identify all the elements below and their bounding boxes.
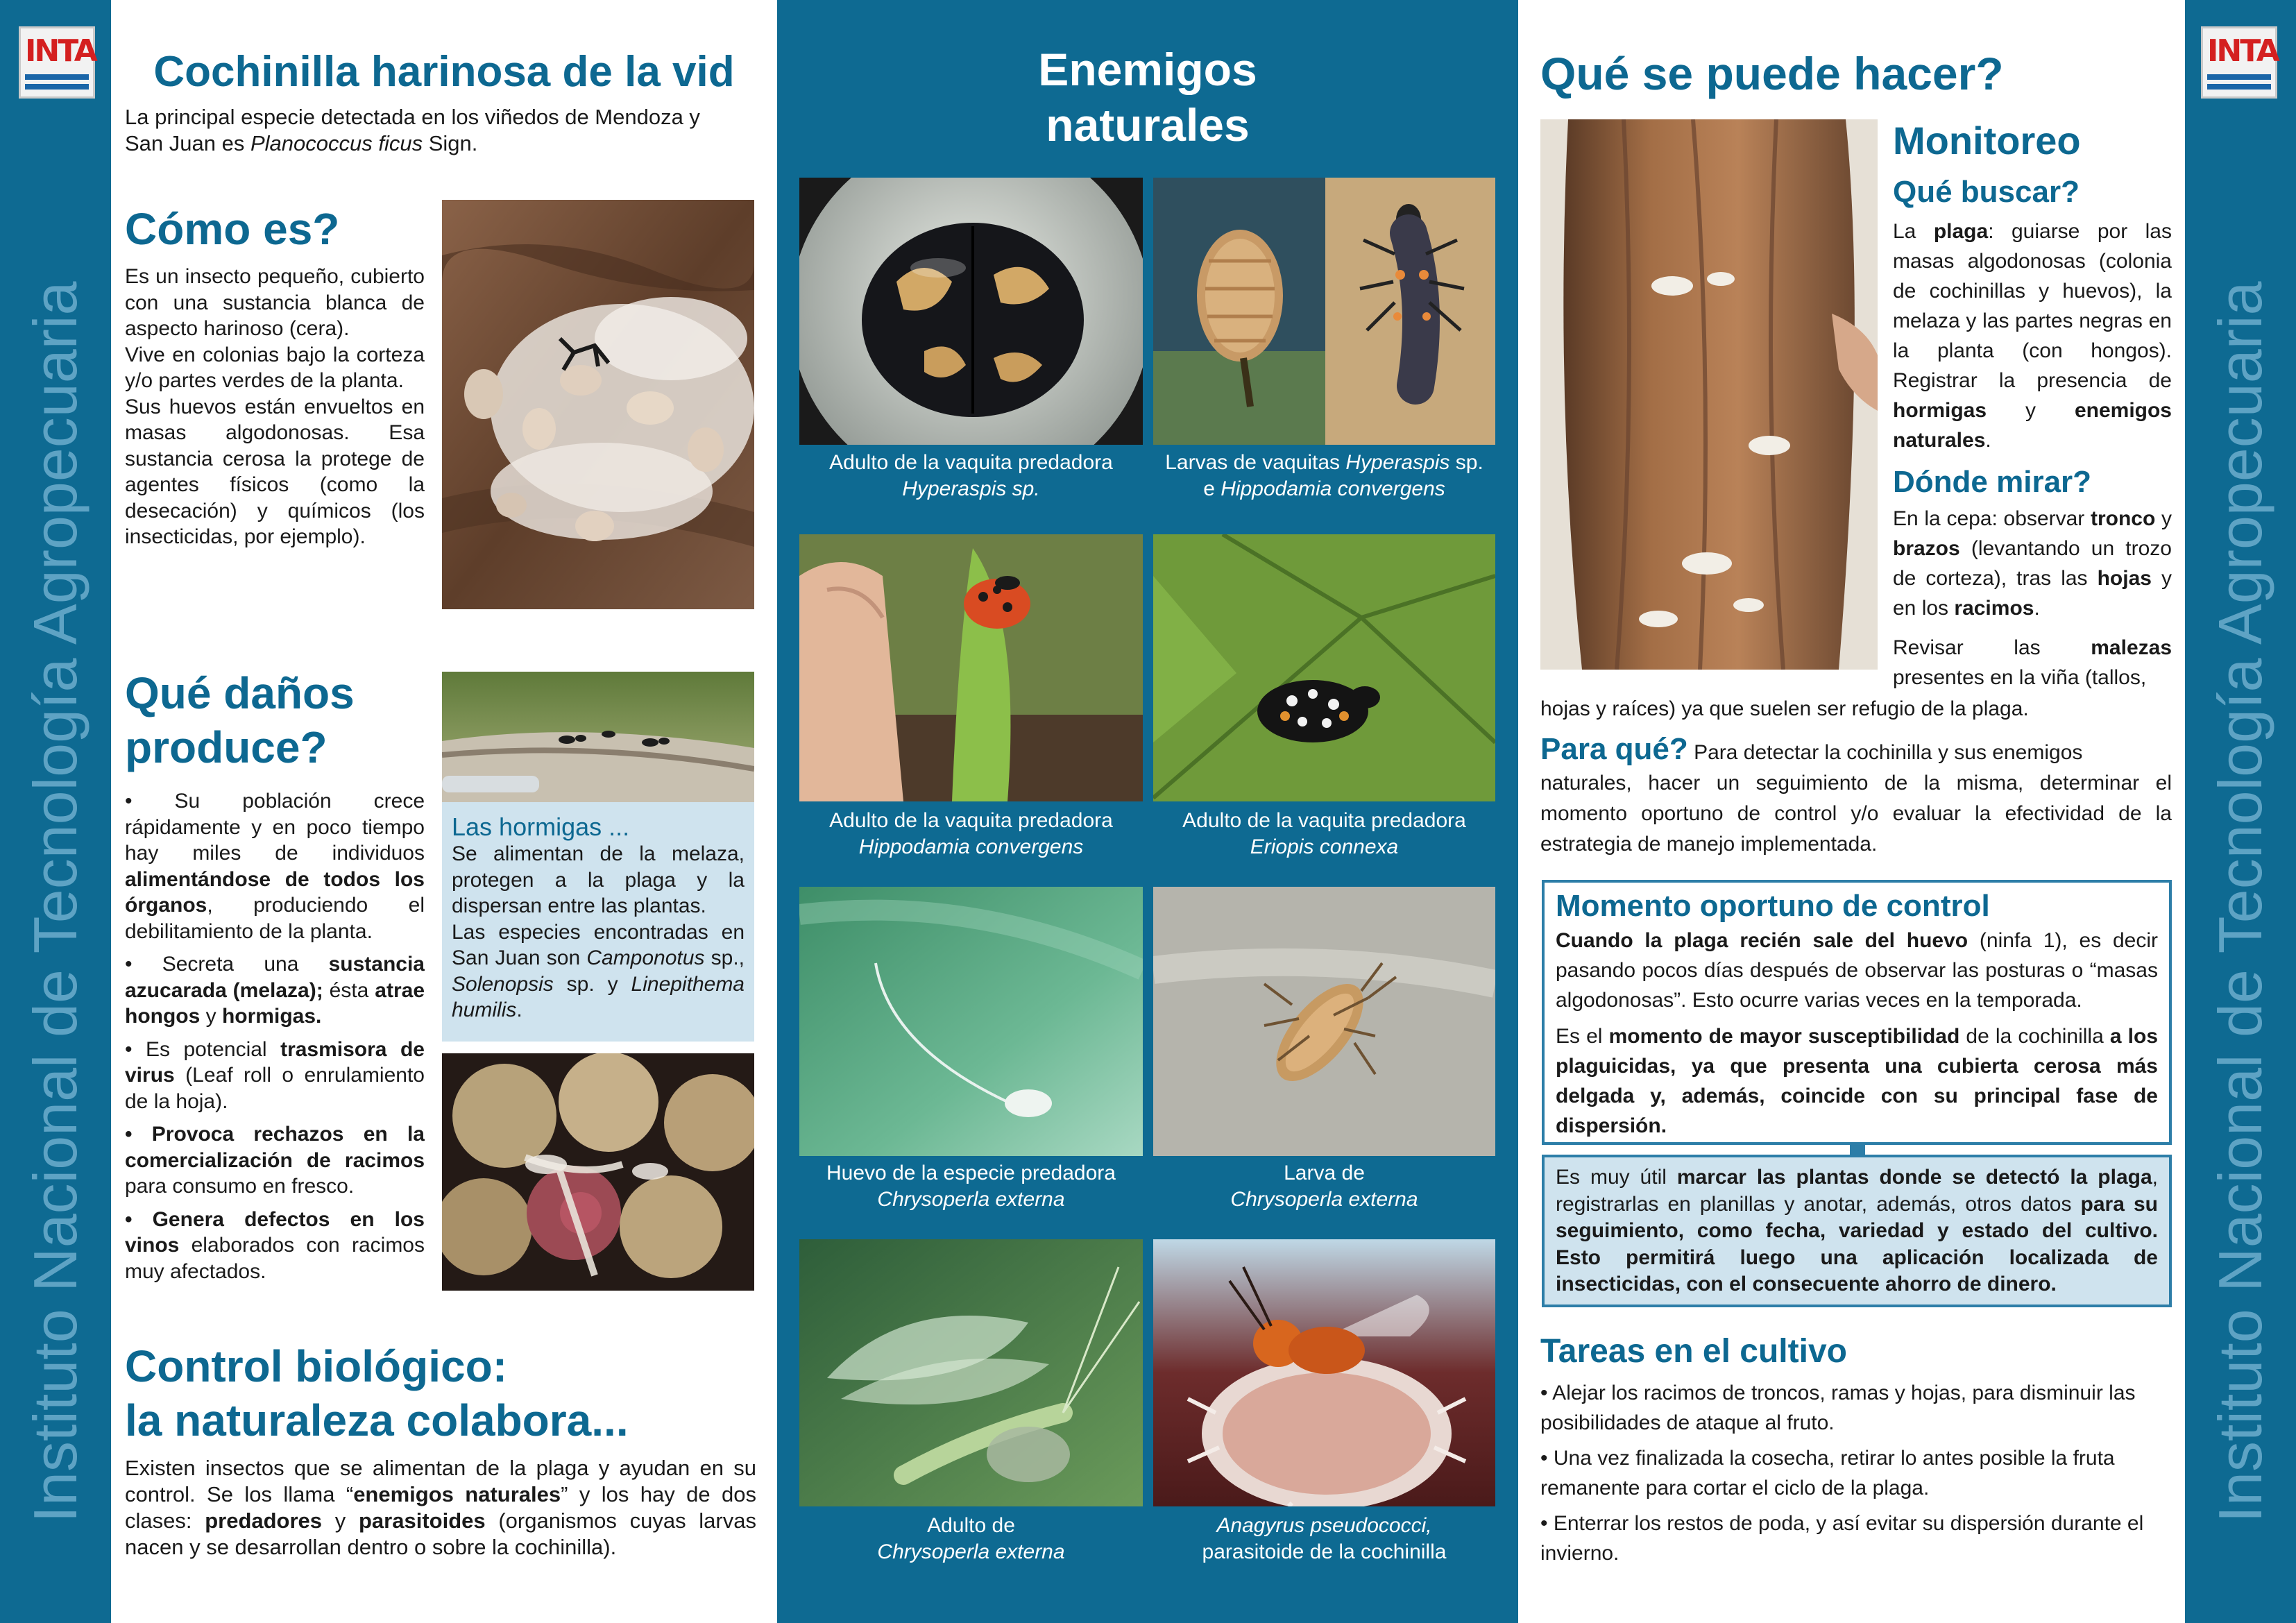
box-connector	[1850, 1145, 1865, 1155]
control-text-1: Existen insectos que se alimentan de la plaga y ayudan en su control. Se los llama “	[125, 1456, 756, 1506]
infested-grapes-image	[442, 1053, 754, 1291]
caption-sp: sp.	[1449, 451, 1483, 474]
intro-text	[125, 104, 763, 157]
marcar-bold-2: para su seguimiento, como fecha, variedad y estado del cultivo. Esto permitirá luego una aplicación localizada de insecticidas, con el consecuente ahorro de dinero.	[1556, 1192, 2158, 1295]
caption-species-2: Hippodamia convergens	[1221, 477, 1445, 500]
photo-hyperaspis-larva	[1153, 178, 1325, 445]
danos-item-2-mid: ésta	[323, 978, 375, 1002]
intro-line-2: San Juan es	[125, 131, 250, 155]
dm-bold-racimos: racimos	[1954, 597, 2034, 620]
species-linepithema: Linepithema humilis	[452, 972, 745, 1021]
dm-text-1: En la cepa: observar	[1893, 507, 2091, 530]
que-hacer-heading: Qué se puede hacer?	[1540, 48, 2004, 99]
caption-e: e	[1203, 477, 1221, 500]
dm-bold-hojas: hojas	[2097, 567, 2152, 590]
caption-species: Chrysoperla externa	[877, 1188, 1065, 1211]
para-que-text	[1540, 734, 2172, 860]
como-es-para-2: Vive en colonias bajo la corteza y/o partes verdes de la planta.	[125, 343, 425, 392]
dm-bold-brazos: brazos	[1893, 537, 1960, 560]
dm-text-5: .	[2034, 597, 2040, 620]
eriopis-adult-image	[1153, 534, 1495, 801]
control-bold-parasitoides: parasitoides	[358, 1509, 486, 1533]
photo-mealybug-colony	[442, 200, 754, 609]
caption-line-1: Adulto de	[927, 1514, 1015, 1537]
caption-larvas	[1153, 450, 1495, 502]
chrysoperla-adult-image	[799, 1239, 1143, 1506]
marcar-text-2: , registrarlas en planillas y anotar, además, otros datos	[1556, 1166, 2158, 1216]
photo-hippodamia-adult	[799, 534, 1143, 801]
para-que-heading: Para qué?	[1540, 732, 1688, 766]
danos-item-1	[125, 788, 425, 944]
photo-anagyrus	[1153, 1239, 1495, 1506]
intro-line-2-end: Sign.	[423, 131, 478, 155]
danos-item-5-bold: • Genera defectos en los vinos	[125, 1207, 425, 1257]
caption-species: Chrysoperla externa	[1230, 1188, 1418, 1211]
control-bold-enemigos: enemigos naturales	[353, 1482, 561, 1506]
monitoreo-heading: Monitoreo	[1893, 119, 2081, 162]
que-buscar-text	[1893, 216, 2172, 455]
pq-text-1: Para detectar la cochinilla y sus enemigos	[1687, 741, 2083, 764]
danos-item-1-text: • Su población crece rápidamente y en poco tiempo hay miles de individuos	[125, 790, 425, 865]
caption-hippodamia	[799, 808, 1143, 860]
intro-line-1: La principal especie detectada en los viñedos de Mendoza y	[125, 105, 700, 129]
hormigas-sep-2: sp. y	[553, 972, 631, 996]
momento-heading: Momento oportuno de control	[1556, 889, 1990, 923]
hormigas-para-1: Se alimentan de la melaza, protegen a la plaga y la dispersan entre las plantas.	[452, 842, 745, 917]
danos-item-4	[125, 1121, 425, 1200]
photo-vine-trunk	[1540, 119, 1878, 670]
qb-text-2: : guiarse por las masas algodonosas (colonia de cochinillas y huevos), la melaza y las partes negras en la planta (con hongos). Registrar la presencia de	[1893, 220, 2172, 392]
inta-logo-left	[19, 26, 95, 99]
qb-text-3: y	[1987, 399, 2075, 422]
caption-line-1: Larva de	[1284, 1162, 1365, 1184]
caption-line-2: parasitoide de la cochinilla	[1202, 1540, 1447, 1563]
danos-item-3-end: (Leaf roll o enrulamiento de la hoja).	[125, 1064, 425, 1113]
momento-text-1	[1556, 926, 2158, 1015]
danos-heading	[125, 666, 355, 774]
caption-chrysoperla-egg	[799, 1160, 1143, 1213]
danos-item-2-bold-3: hormigas.	[221, 1005, 322, 1028]
enemigos-heading-line-1: Enemigos	[1038, 44, 1257, 95]
marcar-bold-1: marcar las plantas donde se detectó la plaga	[1676, 1166, 2152, 1189]
danos-item-3-text: • Es potencial	[125, 1037, 281, 1061]
revisar-text-cont: hojas y raíces) ya que suelen ser refugio de la plaga.	[1540, 697, 2029, 720]
hippodamia-adult-image	[799, 534, 1143, 801]
danos-heading-line-1: Qué daños	[125, 668, 355, 718]
photo-ants	[442, 672, 754, 802]
hyperaspis-adult-image	[799, 178, 1143, 445]
rev-text-1: Revisar las	[1893, 636, 2091, 659]
danos-heading-line-2: produce?	[125, 722, 328, 772]
caption-line-1: Huevo de la especie predadora	[826, 1162, 1116, 1184]
caption-species: Eriopis connexa	[1250, 835, 1399, 858]
como-es-para-1: Es un insecto pequeño, cubierto con una sustancia blanca de aspecto harinoso (cera).	[125, 265, 425, 340]
danos-item-2	[125, 951, 425, 1030]
como-es-para-3: Sus huevos están envueltos en masas algodonosas. Esa sustancia cerosa la protege de agentes físicos (como la desecación) y químicos (los insecticidas, por ejemplo).	[125, 395, 425, 548]
rev-bold-malezas: malezas	[2091, 636, 2172, 659]
photo-chrysoperla-egg	[799, 887, 1143, 1156]
momento-text-2	[1556, 1021, 2158, 1141]
mealybug-colony-image	[442, 200, 754, 609]
tareas-heading: Tareas en el cultivo	[1540, 1333, 1847, 1370]
inta-logo-right	[2201, 26, 2277, 99]
control-heading-line-1: Control biológico:	[125, 1341, 507, 1391]
caption-species: Hippodamia convergens	[858, 835, 1084, 858]
caption-chrysoperla-larva	[1153, 1160, 1495, 1213]
danos-item-2-and: y	[200, 1005, 222, 1028]
species-name: Planococcus ficus	[250, 131, 423, 155]
caption-species: Hyperaspis sp.	[902, 477, 1040, 500]
qb-text-4: .	[1985, 429, 1991, 452]
danos-item-3	[125, 1037, 425, 1115]
hormigas-box	[442, 802, 754, 1042]
caption-line-1: Adulto de la vaquita predadora	[829, 451, 1113, 474]
hormigas-end: .	[516, 999, 522, 1021]
danos-item-2-bold: sustancia azucarada (melaza);	[125, 953, 425, 1002]
rev-text-2: presentes en la viña (tallos,	[1893, 666, 2147, 689]
chrysoperla-egg-image	[799, 887, 1143, 1156]
control-text	[125, 1455, 756, 1561]
caption-species: Anagyrus pseudococci,	[1216, 1514, 1432, 1537]
donde-mirar-heading: Dónde mirar?	[1893, 465, 2092, 499]
danos-item-3-bold: trasmisora de virus	[125, 1037, 425, 1087]
caption-line-1: Adulto de la vaquita predadora	[1182, 809, 1466, 832]
species-solenopsis: Solenopsis	[452, 972, 554, 996]
marcar-text-1: Es muy útil	[1556, 1166, 1677, 1189]
caption-species: Chrysoperla externa	[877, 1540, 1065, 1563]
caption-chrysoperla-adult	[799, 1513, 1143, 1565]
hyperaspis-larva-image	[1153, 178, 1325, 445]
species-camponotus: Camponotus	[586, 946, 705, 969]
vertical-institute-text-right: Instituto Nacional de Tecnología Agropecuaria	[2206, 281, 2274, 1523]
caption-line-1: Adulto de la vaquita predadora	[829, 809, 1113, 832]
como-es-text	[125, 264, 425, 550]
control-heading-line-2: la naturaleza colabora...	[125, 1395, 629, 1445]
dm-text-2: y	[2155, 507, 2172, 530]
caption-anagyrus	[1153, 1513, 1495, 1565]
logo-text: INTA	[25, 33, 96, 69]
mo-bold-2: momento de mayor susceptibilidad	[1608, 1025, 1960, 1048]
control-text-2: ” y los hay de dos clases:	[125, 1482, 756, 1533]
revisar-text	[1893, 633, 2172, 692]
qb-bold-plaga: plaga	[1933, 220, 1989, 243]
photo-infested-grapes	[442, 1053, 754, 1291]
logo-line	[2207, 84, 2271, 90]
mo-bold-3: a los plaguicidas, ya que presenta una cubierta cerosa más delgada y, además, coincide con su principal fase de dispersión.	[1556, 1025, 2159, 1137]
danos-item-1-end: , produciendo el debilitamiento de la planta.	[125, 894, 425, 943]
chrysoperla-larva-image	[1153, 887, 1495, 1156]
danos-item-5-end: elaborados con racimos muy afectados.	[125, 1234, 425, 1283]
hormigas-sep-1: sp.,	[704, 946, 745, 969]
mo-text-1: (ninfa 1), es decir pasando pocos días después de observar las posturas o “masas algodonosas”. Esto ocurre varias veces en la temporada.	[1556, 929, 2158, 1012]
danos-item-4-end: para consumo en fresco.	[125, 1175, 355, 1198]
page-title: Cochinilla harinosa de la vid	[153, 48, 735, 96]
donde-mirar-text	[1893, 504, 2172, 623]
danos-item-2-bold-2: atrae hongos	[125, 978, 425, 1028]
dm-bold-tronco: tronco	[2090, 507, 2156, 530]
mo-text-3: de la cochinilla	[1959, 1025, 2110, 1048]
mo-text-2: Es el	[1556, 1025, 1609, 1048]
dm-text-3: (levantando un trozo de corteza), tras las	[1893, 537, 2172, 590]
vine-trunk-image	[1540, 119, 1878, 670]
photo-chrysoperla-larva	[1153, 887, 1495, 1156]
photo-hippodamia-larva	[1325, 178, 1495, 445]
logo-line	[25, 74, 89, 80]
marcar-text	[1556, 1164, 2158, 1298]
control-heading	[125, 1339, 629, 1447]
danos-item-4-bold: • Provoca rechazos en la comercialización de racimos	[125, 1123, 425, 1172]
control-text-3: y	[322, 1509, 359, 1533]
hormigas-title: Las hormigas ...	[452, 813, 630, 841]
photo-hyperaspis-adult	[799, 178, 1143, 445]
tareas-item-1: • Alejar los racimos de troncos, ramas y hojas, para disminuir las posibilidades de ataque al fruto.	[1540, 1382, 2136, 1434]
mo-bold-1: Cuando la plaga recién sale del huevo	[1556, 929, 1968, 952]
dm-text-4: y en los	[1893, 567, 2172, 620]
control-text-4: (organismos cuyas larvas nacen y se desarrollan dentro o sobre la cochinilla).	[125, 1509, 756, 1559]
como-es-heading: Cómo es?	[125, 204, 340, 254]
caption-eriopis	[1153, 808, 1495, 860]
hormigas-text	[452, 841, 745, 1023]
qb-text-1: La	[1893, 220, 1934, 243]
tareas-item-2: • Una vez finalizada la cosecha, retirar lo antes posible la fruta remanente para cortar el ciclo de la plaga.	[1540, 1447, 2115, 1499]
caption-line-1: Larvas de vaquitas	[1165, 451, 1346, 474]
logo-line	[25, 84, 89, 90]
ants-image	[442, 672, 754, 802]
momento-box	[1542, 880, 2172, 1145]
danos-item-5	[125, 1207, 425, 1285]
danos-item-1-bold: alimentándose de todos los órganos	[125, 867, 425, 917]
tareas-list	[1540, 1378, 2172, 1568]
anagyrus-image	[1153, 1239, 1495, 1506]
caption-hyperaspis-adult	[799, 450, 1143, 502]
danos-item-2-text: • Secreta una	[125, 953, 329, 976]
hormigas-para-2: Las especies encontradas en San Juan son	[452, 920, 745, 969]
photo-chrysoperla-adult	[799, 1239, 1143, 1506]
que-buscar-heading: Qué buscar?	[1893, 175, 2080, 209]
pq-text-2: naturales, hacer un seguimiento de la misma, determinar el momento oportuno de control y/o evaluar la efectividad de la estrategia de manejo implementada.	[1540, 772, 2172, 856]
hippodamia-larva-image	[1325, 178, 1495, 445]
danos-list	[125, 788, 425, 1284]
enemigos-heading-line-2: naturales	[1046, 99, 1250, 151]
tareas-item-3: • Enterrar los restos de poda, y así evitar su dispersión durante el invierno.	[1540, 1512, 2144, 1565]
qb-bold-hormigas: hormigas	[1893, 399, 1987, 422]
photo-eriopis-adult	[1153, 534, 1495, 801]
logo-text: INTA	[2207, 33, 2278, 69]
vertical-institute-text-left: Instituto Nacional de Tecnología Agropecuaria	[21, 281, 90, 1523]
control-bold-predadores: predadores	[205, 1509, 323, 1533]
logo-line	[2207, 74, 2271, 80]
qb-bold-enemigos: enemigos naturales	[1893, 399, 2172, 452]
caption-species: Hyperaspis	[1345, 451, 1450, 474]
enemigos-heading	[777, 42, 1518, 153]
marcar-box	[1542, 1155, 2172, 1307]
